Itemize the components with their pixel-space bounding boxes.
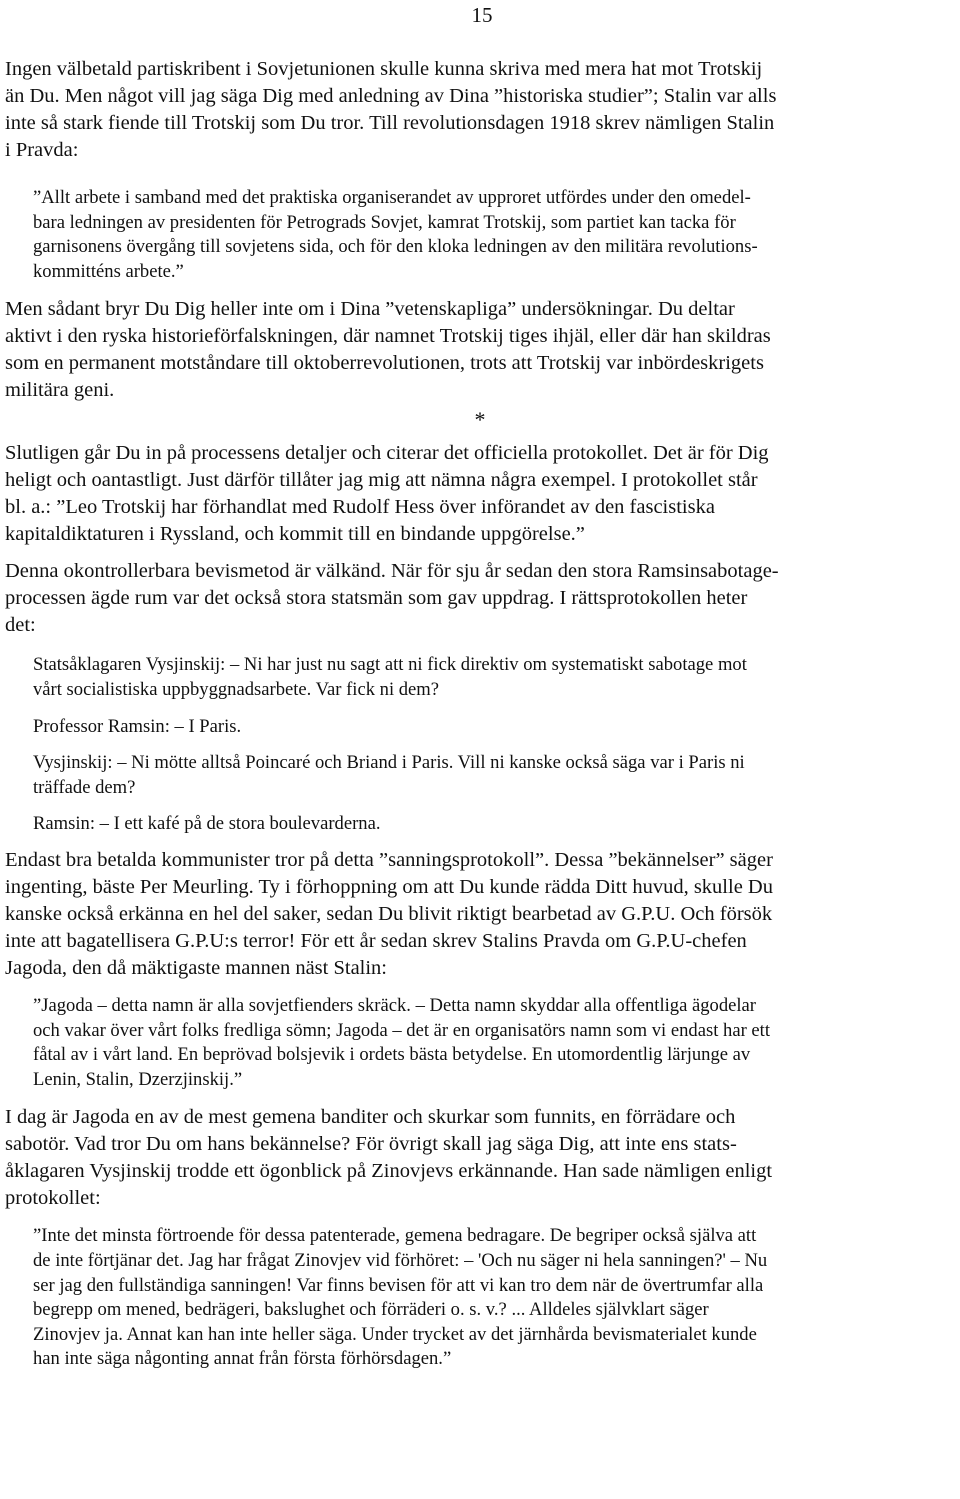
dialogue-line: Ramsin: – I ett kafé på de stora boulevarderna. (33, 813, 381, 835)
paragraph-intro (5, 56, 955, 164)
text-line: som en permanent motståndare till oktoberrevolutionen, trots att Trotskij var inbördeskrigets (5, 352, 764, 375)
quote-line: Zinovjev ja. Annat kan han inte heller säga. Under trycket av det järnhårda bevismaterialet kunde (33, 1323, 757, 1345)
quote-line: begrepp om mened, bedrägeri, bakslughet och förräderi o. s. v.? ... Alldeles självklart säger (33, 1299, 709, 1321)
page-number: 15 (471, 3, 493, 27)
text-line: inte att bagatellisera G.P.U:s terror! För ett år sedan skrev Stalins Pravda om G.P.U-chefen (5, 929, 747, 952)
text-line: protokollet: (5, 1187, 101, 1210)
dialogue-entry (33, 751, 955, 800)
block-quote-pravda (33, 186, 955, 284)
quote-line: de inte förtjänar det. Jag har frågat Zinovjev vid förhöret: – 'Och nu säger ni hela sanningen?' – Nu (33, 1249, 768, 1271)
text-line: heligt och oantastligt. Just därför tillåter jag mig att nämna några exempel. I protokollet står (5, 469, 758, 492)
quote-line: kommitténs arbete.” (33, 260, 184, 282)
dialogue-entry (33, 653, 955, 702)
text-line: Ingen välbetald partiskribent i Sovjetunionen skulle kunna skriva med mera hat mot Trotskij (5, 58, 763, 80)
quote-line: han inte säga någonting annat från första förhörsdagen.” (33, 1348, 452, 1370)
dialogue-entry (33, 715, 955, 740)
text-line: processen ägde rum var det också stora statsmän som gav uppdrag. I rättsprotokollen heter (5, 587, 748, 610)
text-line: kanske också erkänna en hel del saker, sedan Du blivit riktigt bearbetad av G.P.U. Och försök (5, 902, 773, 925)
dialogue-line: Vysjinskij: – Ni mötte alltså Poincaré och Briand i Paris. Vill ni kanske också säga var i Paris ni (33, 752, 745, 774)
text-line: det: (5, 614, 36, 637)
text-line: Endast bra betalda kommunister tror på detta ”sanningsprotokoll”. Dessa ”bekännelser” säger (5, 848, 773, 871)
dialogue-entry (33, 812, 955, 837)
text-line: aktivt i den ryska historieförfalskningen, där namnet Trotskij tiges ihjäl, eller där han skildras (5, 325, 771, 348)
quote-line: Lenin, Stalin, Dzerzjinskij.” (33, 1068, 243, 1090)
dialogue-line: Professor Ramsin: – I Paris. (33, 715, 242, 737)
block-quote-jagoda (33, 994, 955, 1092)
quote-line: ”Inte det minsta förtroende för dessa patenterade, gemena bedragare. De begriper också själva att (33, 1225, 757, 1247)
quote-line: bara ledningen av presidenten för Petrograds Sovjet, kamrat Trotskij, som partiet kan tacka för (33, 211, 736, 233)
quote-line: fåtal av i vårt land. En beprövad bolsjevik i ordets bästa betydelse. En utomordentlig lärjunge av (33, 1044, 751, 1066)
paragraph-history-falsification (5, 296, 955, 404)
text-line: bl. a.: ”Leo Trotskij har förhandlat med Rudolf Hess över införandet av den fascistiska (5, 496, 715, 519)
dialogue-line: Statsåklagaren Vysjinskij: – Ni har just nu sagt att ni fick direktiv om systematiskt sabotage mot (33, 654, 747, 676)
paragraph-protocol (5, 440, 955, 548)
dialogue-line: vårt socialistiska uppbyggnadsarbete. Var fick ni dem? (33, 678, 440, 700)
document-body (5, 56, 955, 1382)
section-separator (5, 408, 955, 432)
quote-line: ”Allt arbete i samband med det praktiska organiserandet av upproret utfördes under den omedel- (33, 187, 751, 208)
text-line: än Du. Men något vill jag säga Dig med anledning av Dina ”historiska studier”; Stalin var alls (5, 85, 777, 107)
quote-line: garnisonens övergång till sovjetens sida, och för den kloka ledningen av den militära revolutions- (33, 236, 758, 258)
text-line: ingenting, bäste Per Meurling. Ty i förhoppning om att Du kunde rädda Ditt huvud, skulle Du (5, 875, 773, 898)
paragraph-jagoda-today (5, 1104, 955, 1212)
text-line: Jagoda, den då mäktigaste mannen näst Stalin: (5, 956, 388, 979)
text-line: i Pravda: (5, 139, 79, 161)
quote-line: och vakar över vårt folks fredliga sömn; Jagoda – det är en organisatörs namn som vi endast har ett (33, 1019, 770, 1041)
text-line: åklagaren Vysjinskij trodde ett ögonblick på Zinovjevs erkännande. Han sade nämligen enligt (5, 1160, 773, 1183)
dialogue-line: träffade dem? (33, 776, 136, 798)
paragraph-ramsin-trial (5, 558, 955, 639)
block-quote-vysjinskij (33, 1224, 955, 1372)
quote-line: ser jag den fullständiga sanningen! Var finns bevisen för att vi kan tro dem när de övertrumfar alla (33, 1274, 764, 1296)
text-line: sabotör. Vad tror Du om hans bekännelse? För övrigt skall jag säga Dig, att inte ens stats- (5, 1133, 737, 1156)
asterisk-separator: * (474, 407, 486, 433)
text-line: Denna okontrollerbara bevismetod är välkänd. När för sju år sedan den stora Ramsinsabotage- (5, 560, 779, 583)
text-line: militära geni. (5, 379, 115, 402)
text-line: kapitaldiktaturen i Ryssland, och kommit till en bindande uppgörelse.” (5, 523, 585, 546)
text-line: Slutligen går Du in på processens detaljer och citerar det officiella protokollet. Det är för Dig (5, 442, 769, 465)
text-line: I dag är Jagoda en av de mest gemena banditer och skurkar som funnits, en förrädare och (5, 1106, 736, 1129)
text-line: inte så stark fiende till Trotskij som Du tror. Till revolutionsdagen 1918 skrev nämligen Stalin (5, 112, 775, 134)
text-line: Men sådant bryr Du Dig heller inte om i Dina ”vetenskapliga” undersökningar. Du deltar (5, 298, 735, 321)
quote-line: ”Jagoda – detta namn är alla sovjetfienders skräck. – Detta namn skyddar alla offentliga ägodelar (33, 994, 756, 1016)
paragraph-confessions (5, 847, 955, 982)
